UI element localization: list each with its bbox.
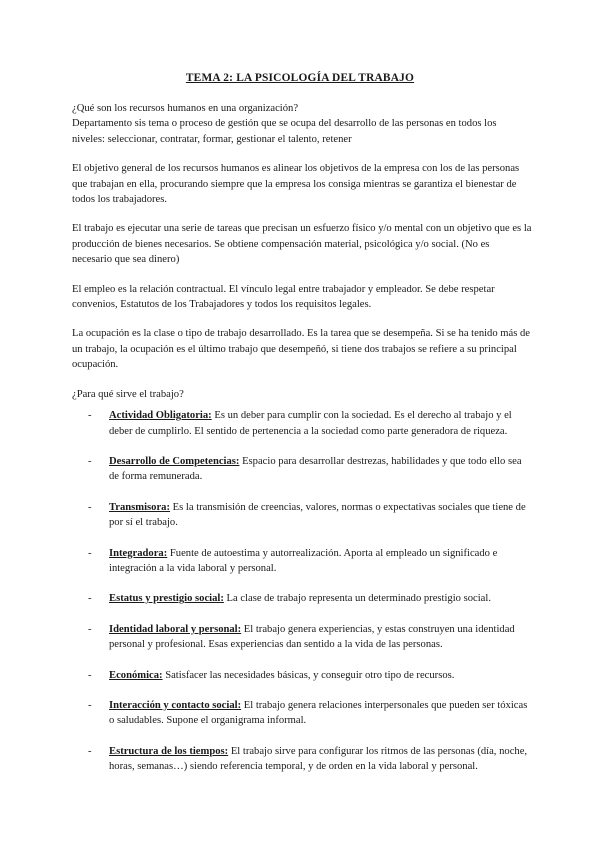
list-dash: -	[88, 745, 92, 757]
list-item	[72, 622, 532, 653]
purpose-list	[72, 408, 532, 775]
paragraph-ocupacion: La ocupación es la clase o tipo de trabajo desarrollado. Es la tarea que se desempeña. Si se ha tenido más de un trabajo, la ocupación es el último trabajo que desempeñó, si tiene dos trabajos se refiere a su principal ocupación.	[72, 328, 531, 371]
list-item	[72, 408, 532, 439]
purpose-question: ¿Para qué sirve el trabajo?	[72, 388, 184, 400]
list-dash: -	[88, 410, 92, 422]
document-body	[72, 101, 532, 790]
item-term: Actividad Obligatoria:	[109, 410, 212, 422]
list-item	[72, 591, 532, 606]
item-text: El trabajo genera relaciones interpersonales que pueden ser tóxicas o saludables. Supone el organigrama informal.	[109, 699, 528, 727]
list-item	[72, 744, 532, 775]
intro-answer: Departamento sis tema o proceso de gestión que se ocupa del desarrollo de las personas en todos los niveles: seleccionar, contratar, formar, gestionar el talento, retener	[72, 118, 497, 145]
item-text: El trabajo genera experiencias, y estas construyen una identidad personal y profesional. Esas experiencias dan sentido a la vida de las personas.	[109, 623, 515, 651]
item-text: Fuente de autoestima y autorrealización. Aporta al empleado un significado e integración a la vida laboral y personal.	[109, 547, 498, 574]
item-term: Desarrollo de Competencias:	[109, 455, 240, 467]
list-dash: -	[88, 547, 92, 559]
item-text: Es un deber para cumplir con la sociedad. Es el derecho al trabajo y el deber de cumplirlo. El sentido de pertenencia a la sociedad como parte generadora de riqueza.	[109, 410, 512, 437]
list-dash: -	[88, 501, 92, 513]
page-title: TEMA 2: LA PSICOLOGÍA DEL TRABAJO	[185, 72, 415, 84]
list-dash: -	[88, 669, 92, 681]
list-item	[72, 546, 532, 577]
item-text: Es la transmisión de creencias, valores, normas o expectativas sociales que tiene de por sí el trabajo.	[109, 501, 526, 529]
list-dash: -	[88, 623, 92, 635]
item-text: Espacio para desarrollar destrezas, habilidades y que todo ello sea de forma remunerada.	[109, 455, 522, 483]
list-item	[72, 500, 532, 531]
list-item	[72, 668, 532, 683]
list-dash: -	[88, 593, 92, 605]
list-item	[72, 698, 532, 729]
item-term: Interacción y contacto social:	[109, 699, 242, 711]
item-term: Integradora:	[109, 547, 168, 559]
list-dash: -	[88, 455, 92, 467]
intro-question: ¿Qué son los recursos humanos en una organización?	[72, 103, 299, 114]
list-dash: -	[88, 699, 92, 711]
item-text: Satisfacer las necesidades básicas, y conseguir otro tipo de recursos.	[162, 669, 455, 681]
paragraph-empleo: El empleo es la relación contractual. El vínculo legal entre trabajador y empleador. Se debe respetar convenios, Estatutos de los Trabajadores y todos los requisitos legales.	[72, 283, 495, 311]
item-text: El trabajo sirve para configurar los ritmos de las personas (día, noche, horas, semanas…) siendo referencia temporal, y de orden en la vida laboral y personal.	[109, 745, 528, 773]
item-term: Transmisora:	[109, 501, 171, 513]
item-term: Económica:	[109, 669, 163, 681]
item-text: La clase de trabajo representa un determinado prestigio social.	[223, 593, 491, 605]
item-term: Estatus y prestigio social:	[109, 593, 224, 605]
paragraph-trabajo: El trabajo es ejecutar una serie de tareas que precisan un esfuerzo físico y/o mental con un objetivo que es la producción de bienes necesarios. Se obtiene compensación material, psicológica y/o social. (No es necesario que sea dinero)	[72, 223, 532, 266]
list-item	[72, 454, 532, 485]
paragraph-objetivo: El objetivo general de los recursos humanos es alinear los objetivos de la empresa con los de las personas que trabajan en ella, procurando siempre que la empresa los consiga mientras se garantiza el bienestar de todos los trabajadores.	[72, 163, 520, 206]
item-term: Identidad laboral y personal:	[109, 623, 242, 635]
item-term: Estructura de los tiempos:	[109, 745, 229, 757]
